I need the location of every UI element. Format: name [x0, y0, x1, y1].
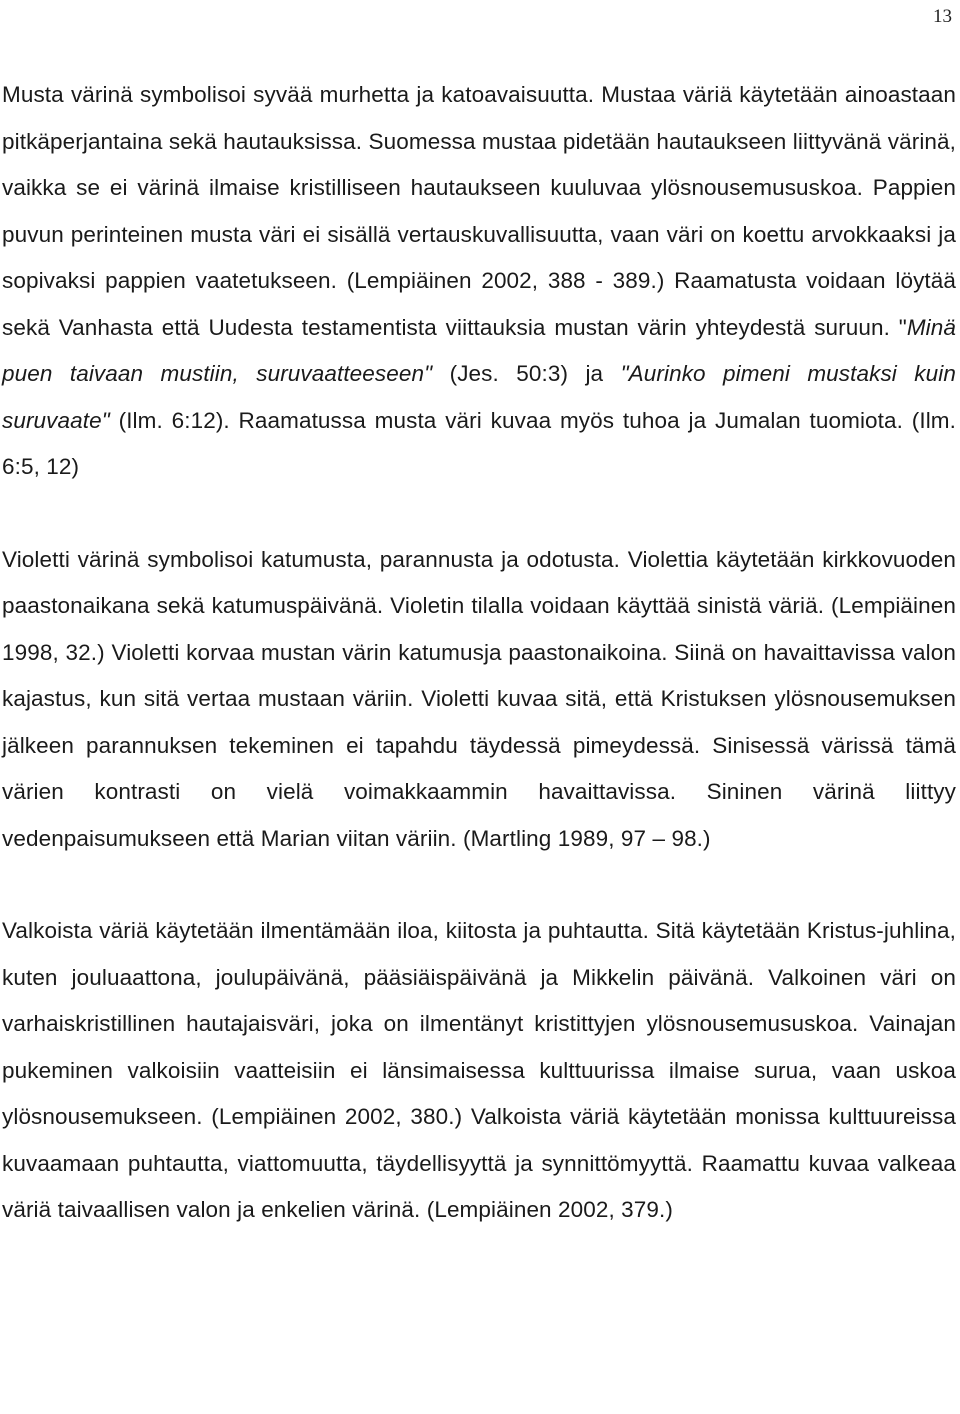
paragraph-violet — [2, 537, 956, 863]
text-segment: (Jes. 50:3) ja — [432, 361, 621, 386]
document-body — [2, 72, 956, 1234]
paragraph-white — [2, 908, 956, 1234]
text-segment: Valkoista väriä käytetään ilmentämään iloa, kiitosta ja puhtautta. Sitä käytetään Kristus-juhlina, kuten jouluaattona, joulupäivänä, pääsiäispäivänä ja Mikkelin päivänä. Valkoinen väri on varhaiskristillinen hautajaisväri, joka on ilmentänyt kristittyjen ylösnousemususkoa. Vainajan pukeminen valkoisiin vaatteisiin ei länsimaisessa kulttuurissa ilmaise surua, vaan uskoa ylösnousemukseen. (Lempiäinen 2002, 380.) Valkoista väriä käytetään monissa kulttuureissa kuvaamaan puhtautta, viattomuutta, täydellisyyttä ja synnittömyyttä. Raamattu kuvaa valkeaa väriä taivaallisen valon ja enkelien värinä. (Lempiäinen 2002, 379.) — [2, 918, 956, 1222]
text-segment: Violetti värinä symbolisoi katumusta, parannusta ja odotusta. Violettia käytetään kirkkovuoden paastonaikana sekä katumuspäivänä. Violetin tilalla voidaan käyttää sinistä väriä. (Lempiäinen 1998, 32.) Violetti korvaa mustan värin katumusja paastonaikoina. Siinä on havaittavissa valon kajastus, kun sitä vertaa mustaan väriin. Violetti kuvaa sitä, että Kristuksen ylösnousemuksen jälkeen parannuksen tekeminen ei tapahdu täydessä pimeydessä. Sinisessä värissä tämä värien kontrasti on vielä voimakkaammin havaittavissa. Sininen värinä liittyy vedenpaisumukseen että Marian viitan väriin. (Martling 1989, 97 – 98.) — [2, 546, 956, 851]
paragraph-black — [2, 72, 956, 491]
text-segment: (Ilm. 6:12). Raamatussa musta väri kuvaa myös tuhoa ja Jumalan tuomiota. (Ilm. 6:5, 12) — [2, 407, 956, 479]
quote-revelation: "Aurinko pimeni mustaksi kuin suruvaate" — [2, 361, 956, 433]
page-number: 13 — [933, 6, 952, 27]
text-segment: Musta värinä symbolisoi syvää murhetta ja katoavaisuutta. Mustaa väriä käytetään ainoastaan pitkäperjantaina sekä hautauksissa. Suomessa mustaa pidetään hautaukseen liittyvänä värinä, vaikka se ei värinä ilmaise kristilliseen hautaukseen kuuluvaa ylösnousemususkoa. Pappien puvun perinteinen musta väri ei sisällä vertauskuvallisuutta, vaan väri on koettu arvokkaaksi ja sopivaksi pappien vaatetukseen. (Lempiäinen 2002, 388 - 389.) Raamatusta voidaan löytää sekä Vanhasta että Uudesta testamentista viittauksia mustan värin yhteydestä suruun. " — [2, 82, 956, 340]
quote-isaiah: Minä puen taivaan mustiin, suruvaatteeseen" — [2, 314, 956, 386]
